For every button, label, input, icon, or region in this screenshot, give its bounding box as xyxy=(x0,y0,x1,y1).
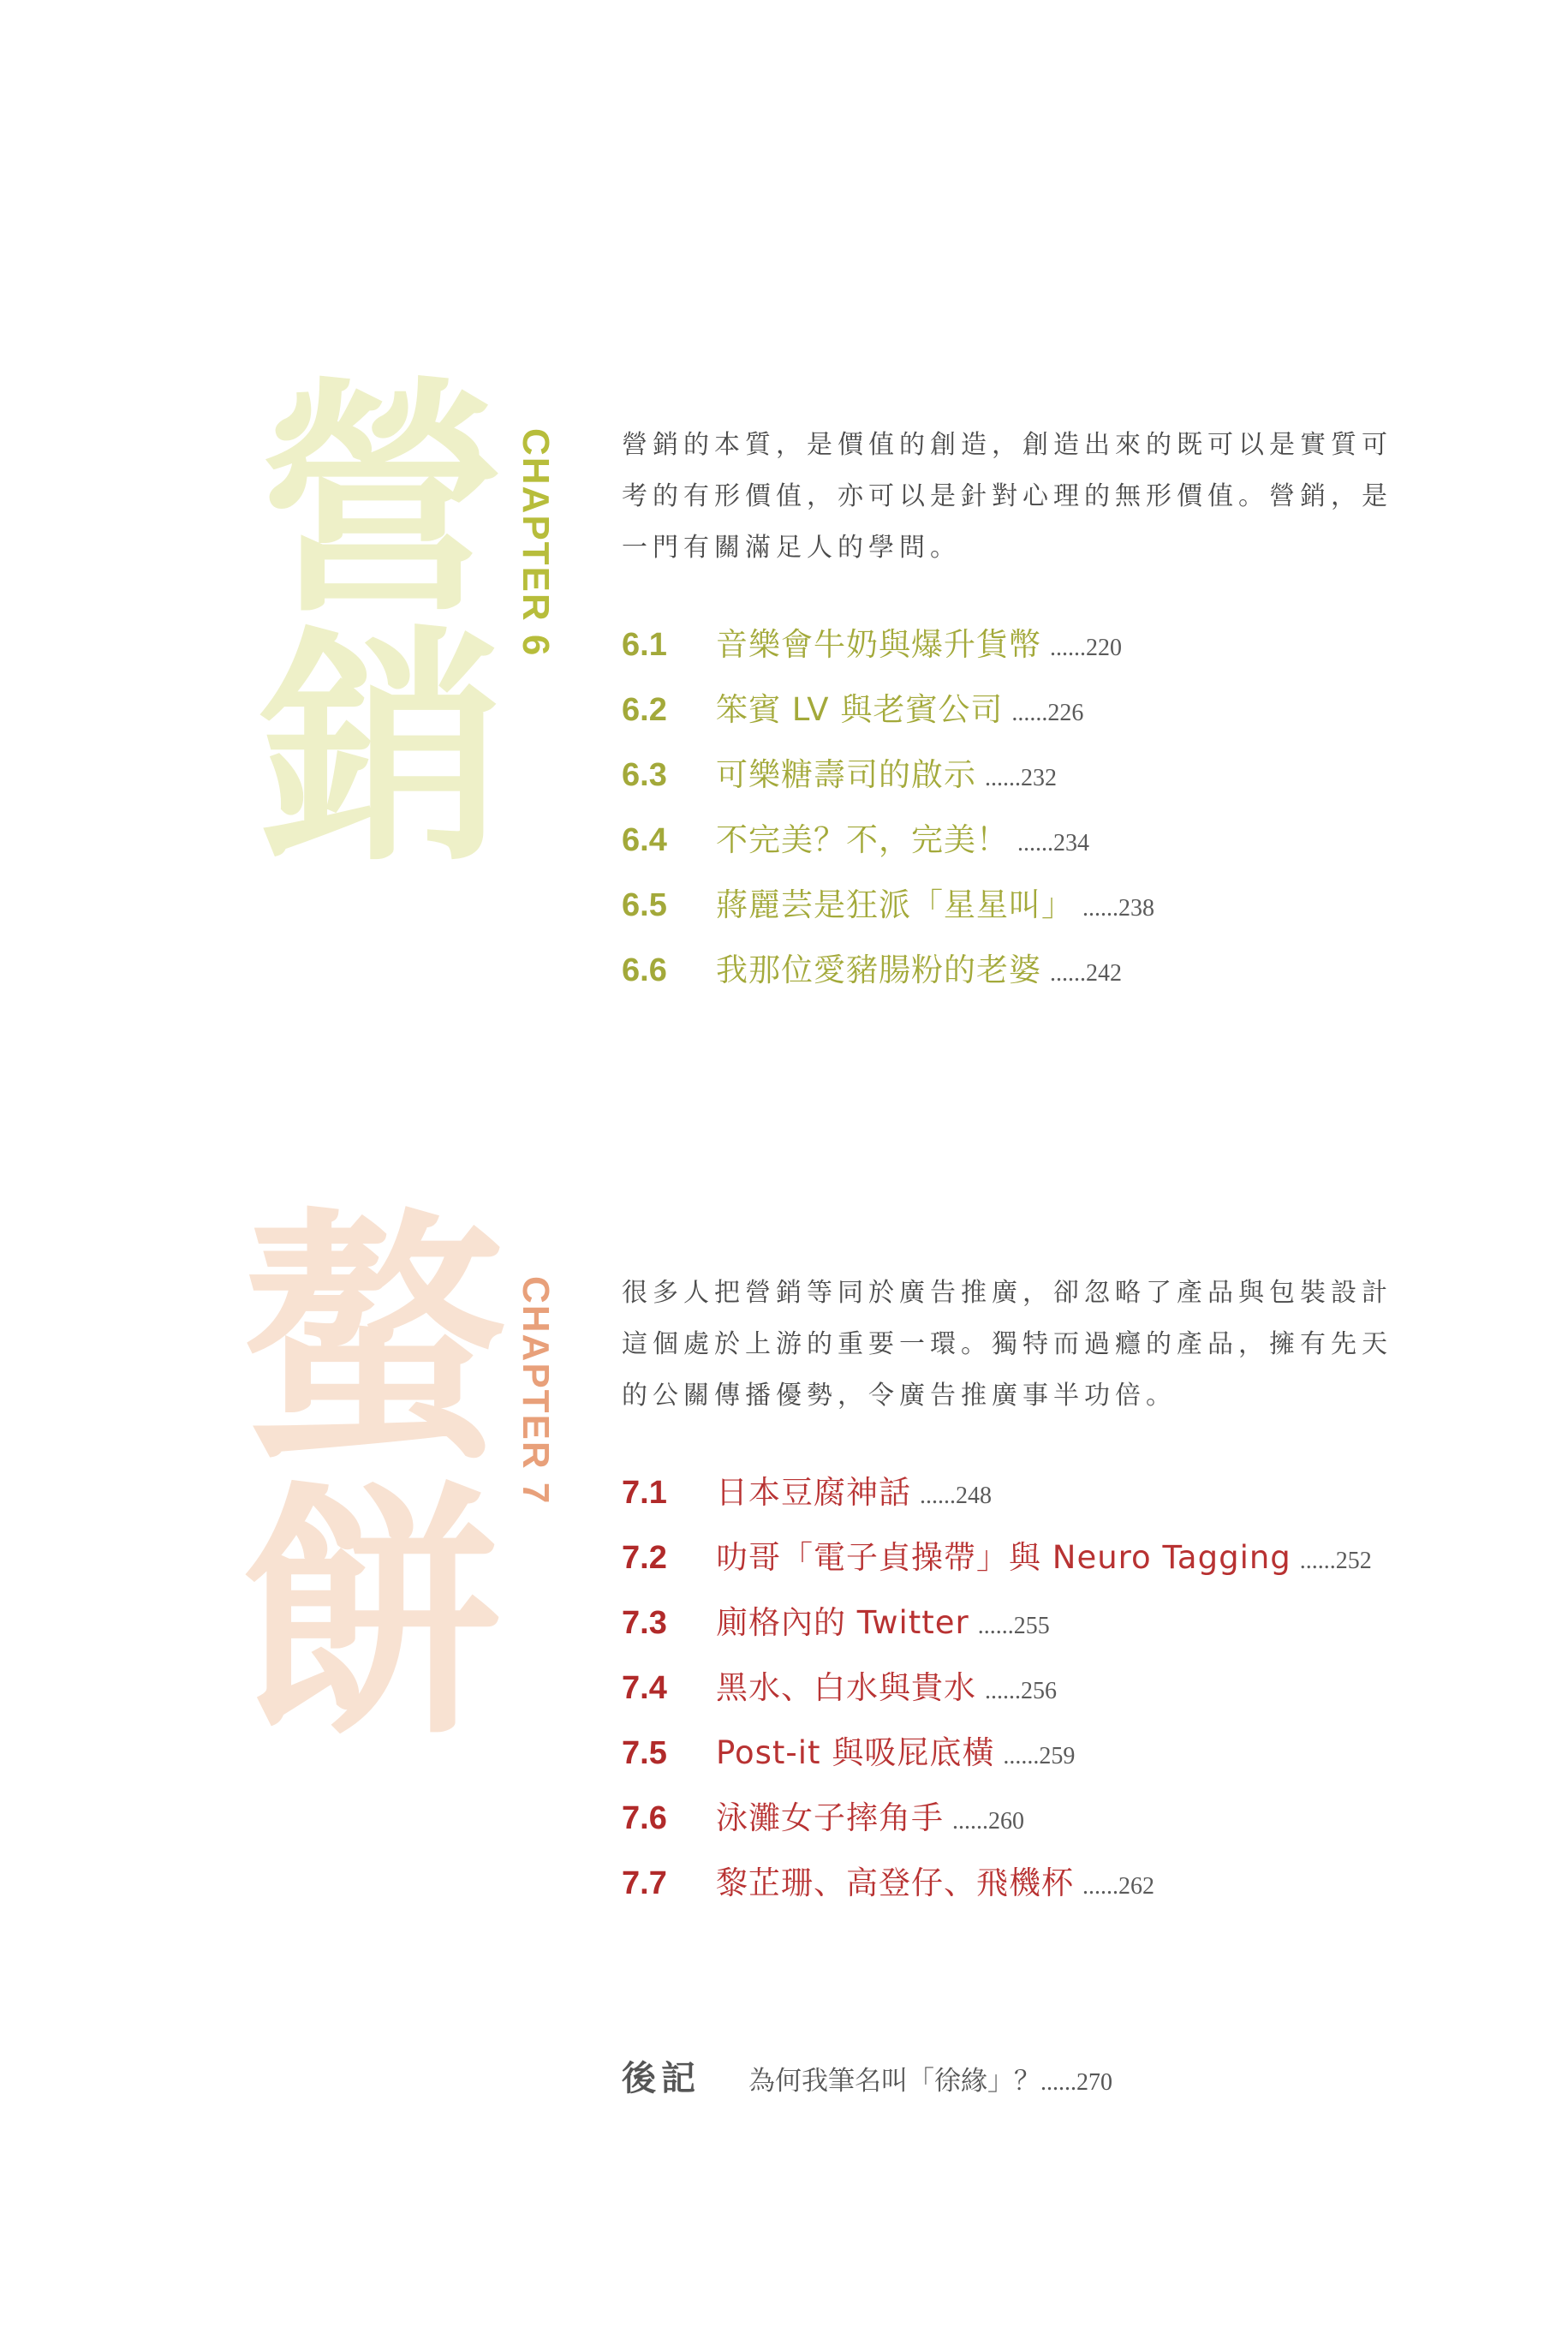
toc-number: 7.2 xyxy=(622,1540,667,1576)
chapter-6-intro xyxy=(622,420,1401,574)
toc-entry-6-2[interactable] xyxy=(622,683,1478,749)
toc-title: 音樂會牛奶與爆升貨幣 xyxy=(716,626,1041,663)
toc-title: 蔣麗芸是狂派「星星叫」 xyxy=(716,886,1074,923)
calligraphy-char: 營 xyxy=(257,355,505,647)
toc-number: 7.3 xyxy=(622,1605,667,1641)
toc-number: 7.5 xyxy=(622,1735,667,1771)
toc-title: 我那位愛豬腸粉的老婆 xyxy=(716,952,1041,988)
toc-title: 笨賓 LV 與老賓公司 xyxy=(716,691,1004,728)
toc-number: 6.3 xyxy=(622,757,667,793)
chapter-7-intro xyxy=(622,1268,1401,1422)
toc-title: 不完美？不，完美！ xyxy=(716,821,1009,858)
toc-page-number: ......255 xyxy=(977,1613,1050,1639)
toc-page-number: ......259 xyxy=(1003,1743,1076,1769)
toc-entry-6-3[interactable] xyxy=(622,749,1478,814)
toc-page-number: ......238 xyxy=(1082,895,1154,922)
toc-number: 6.2 xyxy=(622,692,667,728)
chapter-7-label: CHAPTER 7 xyxy=(515,1276,557,1506)
chapter-7-section xyxy=(0,1184,1568,1961)
intro-line: 營銷的本質，是價值的創造，創造出來的既可以是實質可 xyxy=(622,430,1392,460)
afterword-title: 為何我筆名叫「徐緣」？ xyxy=(748,2066,1040,2097)
toc-page-number: ......220 xyxy=(1050,635,1122,661)
toc-title: 叻哥「電子貞操帶」與 Neuro Tagging xyxy=(716,1539,1291,1576)
chapter-6-calligraphy xyxy=(257,355,514,895)
chapter-7-calligraphy xyxy=(240,1184,514,1770)
toc-entry-6-5[interactable] xyxy=(622,879,1478,944)
toc-number: 6.6 xyxy=(622,952,667,988)
toc-number: 7.1 xyxy=(622,1475,667,1511)
intro-line: 這個處於上游的重要一環。獨特而過癮的產品，擁有先天 xyxy=(622,1329,1392,1359)
toc-entry-7-5[interactable] xyxy=(622,1727,1478,1792)
toc-page-number: ......262 xyxy=(1082,1873,1154,1900)
intro-line: 一門有關滿足人的學問。 xyxy=(622,533,961,563)
chapter-6-section xyxy=(0,355,1568,1011)
intro-line: 很多人把營銷等同於廣告推廣，卻忽略了產品與包裝設計 xyxy=(622,1278,1392,1308)
toc-page-number: ......252 xyxy=(1299,1548,1372,1574)
toc-number: 7.6 xyxy=(622,1800,667,1836)
intro-line: 的公關傳播優勢，令廣告推廣事半功倍。 xyxy=(622,1381,1177,1411)
toc-page-number: ......248 xyxy=(920,1483,992,1509)
toc-title: 泳灘女子摔角手 xyxy=(716,1799,944,1836)
afterword-entry[interactable] xyxy=(622,2051,1112,2100)
toc-entry-7-7[interactable] xyxy=(622,1857,1478,1922)
toc-page-number: ......234 xyxy=(1017,830,1089,856)
toc-entry-7-6[interactable] xyxy=(622,1792,1478,1857)
toc-entry-6-4[interactable] xyxy=(622,814,1478,879)
toc-entry-7-1[interactable] xyxy=(622,1466,1478,1531)
toc-entry-7-4[interactable] xyxy=(622,1662,1478,1727)
toc-title: 日本豆腐神話 xyxy=(716,1474,911,1511)
toc-number: 6.5 xyxy=(622,887,667,923)
toc-number: 6.1 xyxy=(622,627,667,663)
calligraphy-char: 餅 xyxy=(240,1459,505,1770)
toc-title: 黑水、白水與貴水 xyxy=(716,1669,976,1706)
afterword-heading: 後記 xyxy=(622,2059,701,2098)
toc-number: 7.4 xyxy=(622,1670,667,1706)
toc-page-number: ......242 xyxy=(1050,960,1122,987)
toc-page-number: ......226 xyxy=(1011,700,1084,726)
toc-entry-6-1[interactable] xyxy=(622,618,1478,683)
toc-entry-7-3[interactable] xyxy=(622,1596,1478,1662)
chapter-7-toc xyxy=(622,1466,1478,1922)
toc-number: 6.4 xyxy=(622,822,667,858)
toc-entry-7-2[interactable] xyxy=(622,1531,1478,1596)
toc-page-number: ......256 xyxy=(985,1678,1057,1704)
toc-title: Post-it 與吸屁底橫 xyxy=(716,1734,995,1771)
calligraphy-char: 螯 xyxy=(240,1184,505,1496)
toc-entry-6-6[interactable] xyxy=(622,944,1478,1009)
toc-title: 廁格內的 Twitter xyxy=(716,1604,969,1641)
toc-number: 7.7 xyxy=(622,1865,667,1901)
toc-page-number: ......260 xyxy=(952,1808,1024,1835)
toc-title: 可樂糖壽司的啟示 xyxy=(716,756,976,793)
toc-title: 黎芷珊、高登仔、飛機杯 xyxy=(716,1865,1074,1901)
intro-line: 考的有形價值，亦可以是針對心理的無形價值。營銷，是 xyxy=(622,481,1392,511)
afterword-page-number: ......270 xyxy=(1040,2069,1112,2096)
calligraphy-char: 銷 xyxy=(257,604,505,895)
chapter-6-toc xyxy=(622,618,1478,1009)
toc-page-number: ......232 xyxy=(985,765,1057,791)
chapter-6-label: CHAPTER 6 xyxy=(515,428,557,658)
